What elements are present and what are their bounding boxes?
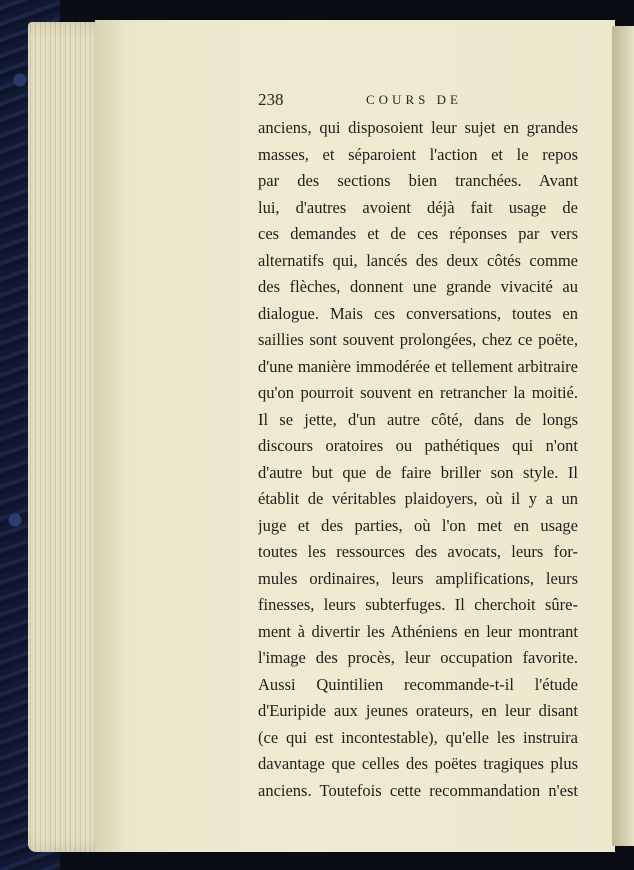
text-line: mules ordinaires, leurs amplifications, leurs: [258, 568, 578, 588]
text-line: lui, d'autres avoient déjà fait usage de: [258, 197, 578, 217]
text-line: ment à divertir les Athéniens en leur montrant: [258, 621, 578, 641]
text-line: Il se jette, d'un autre côté, dans de longs: [258, 409, 578, 429]
text-line: d'une manière immodérée et tellement arbitraire: [258, 356, 578, 376]
text-line: dialogue. Mais ces conversations, toutes en: [258, 303, 578, 323]
text-line: davantage que celles des poëtes tragiques plus: [258, 754, 578, 773]
page-number: 238: [258, 90, 284, 109]
text-line: par des sections bien tranchées. Avant: [258, 171, 578, 190]
text-line: (ce qui est incontestable), qu'elle les instruira: [258, 727, 578, 747]
text-line: ces demandes et de ces réponses par vers: [258, 224, 578, 243]
text-line: masses, et séparoient l'action et le repos: [258, 144, 578, 164]
text-line: Aussi Quintilien recommande-t-il l'étude: [258, 674, 578, 694]
text-line: d'Euripide aux jeunes orateurs, en leur disant: [258, 701, 578, 720]
text-line: l'image des procès, leur occupation favorite.: [258, 648, 578, 667]
text-line: toutes les ressources des avocats, leurs for-: [258, 542, 578, 561]
text-line: anciens, qui disposoient leur sujet en grandes: [258, 118, 578, 137]
text-line: anciens. Toutefois cette recommandation n'est: [258, 780, 578, 800]
running-head: COURS DE: [366, 92, 462, 107]
text-line: établit de véritables plaidoyers, où il y a un: [258, 489, 578, 508]
body-text: [258, 115, 578, 804]
text-line: qu'on pourroit souvent en retrancher la moitié.: [258, 383, 578, 402]
text-line: juge et des parties, où l'on met en usage: [258, 515, 578, 535]
text-line: discours oratoires ou pathétiques qui n'ont: [258, 436, 578, 455]
text-line: saillies sont souvent prolongées, chez ce poëte,: [258, 330, 578, 349]
text-line: d'autre but que de faire briller son style. Il: [258, 462, 578, 482]
text-line: alternatifs qui, lancés des deux côtés comme: [258, 250, 578, 270]
page-header: [258, 90, 578, 112]
text-line: des flèches, donnent une grande vivacité au: [258, 277, 578, 296]
text-line: finesses, leurs subterfuges. Il cherchoit sûre-: [258, 595, 578, 614]
facing-page-edge: [612, 26, 634, 846]
